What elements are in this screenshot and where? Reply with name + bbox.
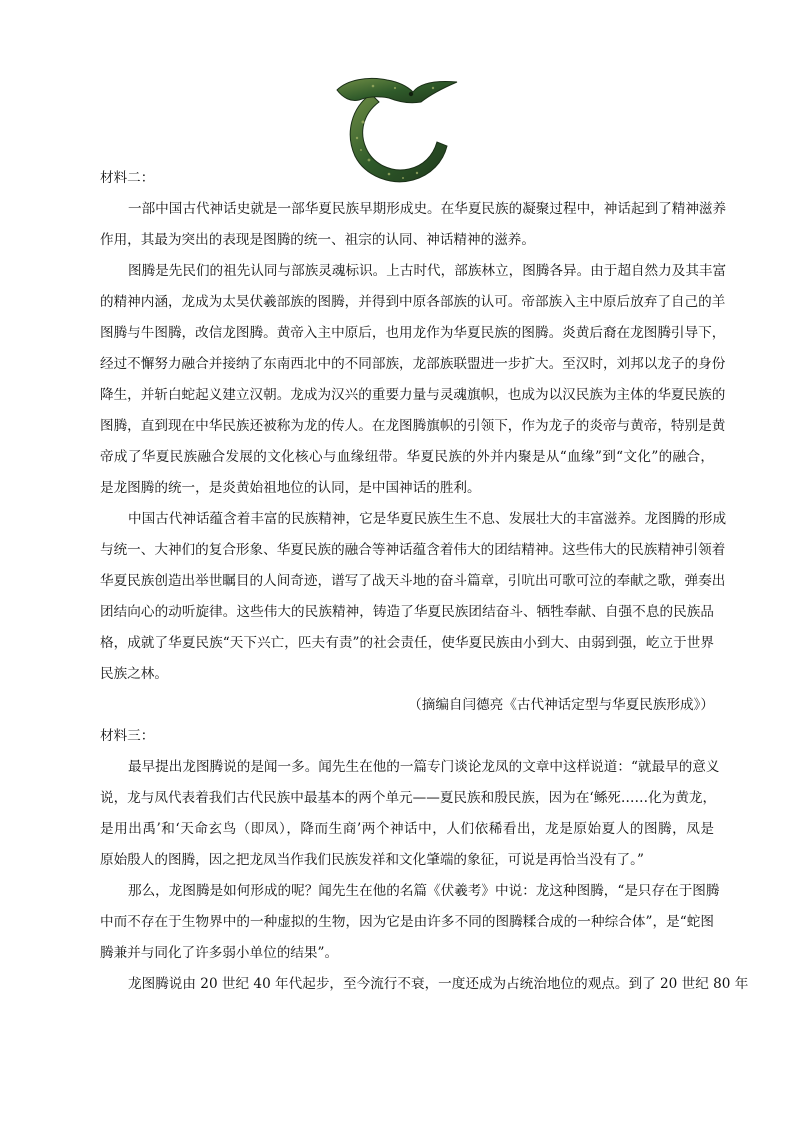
article-body xyxy=(100,163,749,1000)
m3-p2-line: 那么，龙图腾是如何形成的呢？闻先生在他的名篇《伏羲考》中说：龙这种图腾，“是只存在于图腾 xyxy=(128,883,720,899)
material3-heading: 材料三： xyxy=(100,728,155,744)
m2-p2-line: 的精神内涵，龙成为太昊伏羲部族的图腾，并得到中原各部族的认可。帝部族入主中原后放弃了自己的羊 xyxy=(100,294,726,310)
m3-p2-line: 腾兼并与同化了许多弱小单位的结果”。 xyxy=(100,945,339,961)
m2-p2-line: 图腾是先民们的祖先认同与部族灵魂标识。上古时代，部族林立，图腾各异。由于超自然力及其丰富 xyxy=(128,263,727,279)
m2-p3-line: 格，成就了华夏民族“天下兴亡，匹夫有责”的社会责任，使华夏民族由小到大、由弱到强，屹立于世界 xyxy=(100,635,714,651)
m2-p3-line: 中国古代神话蕴含着丰富的民族精神，它是华夏民族生生不息、发展壮大的丰富滋养。龙图腾的形成 xyxy=(128,511,727,527)
m2-p3-line: 华夏民族创造出举世瞩目的人间奇迹，谱写了战天斗地的奋斗篇章，引吭出可歌可泣的奉献之歌，弹奏出 xyxy=(100,573,726,589)
m2-p3-line: 团结向心的动听旋律。这些伟大的民族精神，铸造了华夏民族团结奋斗、牺牲奉献、自强不息的民族品 xyxy=(100,604,714,620)
m2-p1-line: 作用，其最为突出的表现是图腾的统一、祖宗的认同、神话精神的滋养。 xyxy=(100,232,535,248)
m2-p2-line: 图腾与牛图腾，改信龙图腾。黄帝入主中原后，也用龙作为华夏民族的图腾。炎黄后裔在龙图腾引导下， xyxy=(100,325,726,341)
m3-p3-line: 龙图腾说由 20 世纪 40 年代起步，至今流行不衰，一度还成为占统治地位的观点。到了 20 世纪 80 年 xyxy=(128,976,749,992)
m3-p1-line: 是用出禹’和‘天命玄鸟（即凤），降而生商’两个神话中，人们依稀看出，龙是原始夏人的图腾，凤是 xyxy=(100,821,714,837)
m2-p2-line: 是龙图腾的统一，是炎黄始祖地位的认同，是中国神话的胜利。 xyxy=(100,480,481,496)
m3-p1-line: 说，龙与凤代表着我们古代民族中最基本的两个单元——夏民族和殷民族，因为在‘鲧死……化为黄龙， xyxy=(100,790,717,806)
m3-p1-line: 原始殷人的图腾，因之把龙凤当作我们民族发祥和文化肇端的象征，可说是再恰当没有了。” xyxy=(100,852,644,868)
m2-p2-line: 经过不懈努力融合并接纳了东南西北中的不同部族，龙部族联盟进一步扩大。至汉时，刘邦以龙子的身份 xyxy=(100,356,726,372)
m2-p2-line: 降生，并斩白蛇起义建立汉朝。龙成为汉兴的重要力量与灵魂旗帜，也成为以汉民族为主体的华夏民族的 xyxy=(100,387,726,403)
m2-p2-line: 图腾，直到现在中华民族还被称为龙的传人。在龙图腾旗帜的引领下，作为龙子的炎帝与黄帝，特别是黄 xyxy=(100,418,726,434)
m2-p1-line: 一部中国古代神话史就是一部华夏民族早期形成史。在华夏民族的凝聚过程中，神话起到了精神滋养 xyxy=(128,201,727,217)
m2-p3-line: 民族之林。 xyxy=(100,666,168,682)
m2-p2-line: 帝成了华夏民族融合发展的文化核心与血缘纽带。华夏民族的外并内聚是从“血缘”到“文化”的融合， xyxy=(100,449,714,465)
m3-p2-line: 中而不存在于生物界中的一种虚拟的生物，因为它是由许多不同的图腾糅合成的一种综合体”，是“蛇图 xyxy=(100,914,714,930)
m2-p3-line: 与统一、大神们的复合形象、华夏民族的融合等神话蕴含着伟大的团结精神。这些伟大的民族精神引领着 xyxy=(100,542,726,558)
material2-source: （摘编自闫德亮《古代神话定型与华夏民族形成》） xyxy=(408,697,714,713)
material2-heading: 材料二： xyxy=(100,170,155,186)
m3-p1-line: 最早提出龙图腾说的是闻一多。闻先生在他的一篇专门谈论龙凤的文章中这样说道：“就最早的意义 xyxy=(128,759,720,775)
